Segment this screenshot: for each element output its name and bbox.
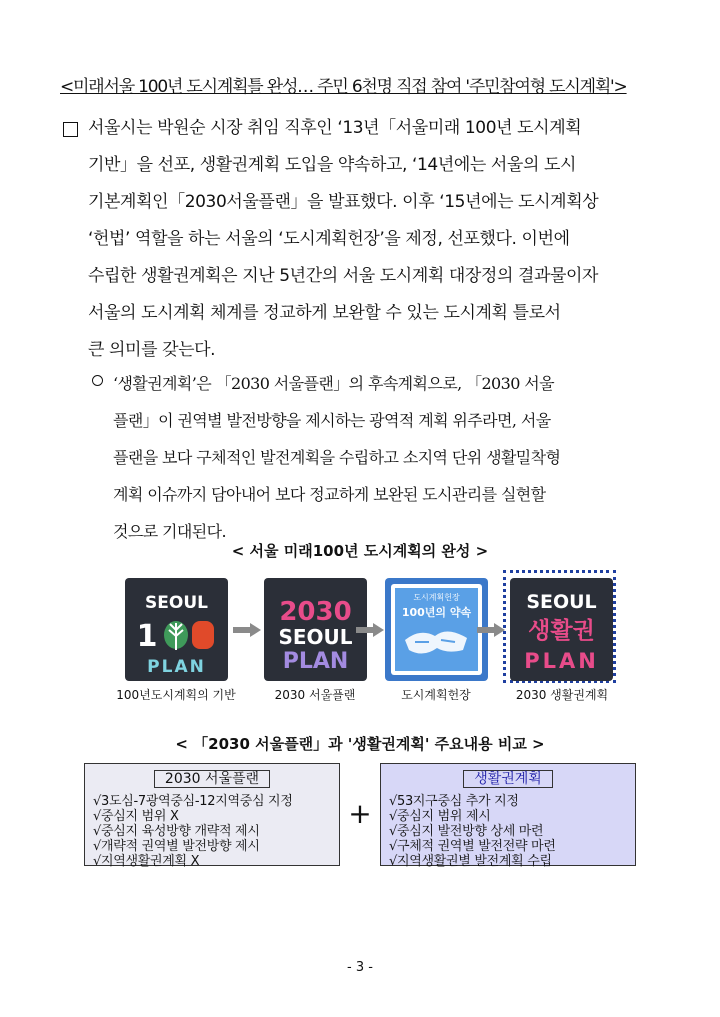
- seoul-plan-summary-box: [84, 763, 340, 869]
- paragraph-1: [88, 110, 668, 369]
- list-item: √지역생활권계획 X: [93, 854, 200, 869]
- paragraph-2-line: 것으로 기대된다.: [113, 522, 226, 541]
- paragraph-1-line: 수립한 생활권계획은 지난 5년간의 서울 도시계획 대장정의 결과물이자: [88, 266, 599, 286]
- list-item: √중심지 발전방향 상세 마련: [389, 824, 544, 839]
- seoul-plan-box-title: 2030 서울플랜: [154, 770, 270, 788]
- figure-2-caption: < 「2030 서울플랜」과 '생활권계획' 주요내용 비교 >: [175, 735, 545, 753]
- list-item: √중심지 범위 제시: [389, 809, 491, 824]
- paragraph-1-line: 서울시는 박원순 시장 취임 직후인 ‘13년「서울미래 100년 도시계획: [88, 118, 582, 138]
- seoul-living-zone-plan-logo: [510, 578, 613, 681]
- paragraph-2-line: ‘생활권계획’은 「2030 서울플랜」의 후속계획으로, 「2030 서울: [113, 374, 554, 393]
- logo-2-line1: 2030: [279, 597, 352, 627]
- logo-1-line1: SEOUL: [145, 593, 208, 613]
- logo-1-line3: PLAN: [147, 657, 206, 677]
- square-bullet-icon: [63, 122, 78, 137]
- urban-planning-charter-logo: [385, 578, 488, 681]
- logo-4-line1: SEOUL: [526, 591, 597, 613]
- list-item: √53지구중심 추가 지정: [389, 794, 519, 809]
- paragraph-1-line: 기본계획인「2030서울플랜」을 발표했다. 이후 ‘15년에는 도시계획상: [88, 192, 599, 212]
- figure-1-caption: < 서울 미래100년 도시계획의 완성 >: [231, 542, 489, 560]
- logo-2-line3: PLAN: [282, 649, 349, 674]
- seoul-plan-item-list: [85, 794, 339, 869]
- paragraph-1-line: ‘헌법’ 역할을 하는 서울의 ‘도시계획헌장’을 제정, 선포했다. 이번에: [88, 229, 570, 249]
- paragraph-1-line: 기반」을 선포, 생활권계획 도입을 약속하고, ‘14년에는 서울의 도시: [88, 155, 577, 175]
- section-title: <미래서울 100년 도시계획틀 완성… 주민 6천명 직접 참여 '주민참여형 도시계획'>: [60, 77, 627, 97]
- logo-4-line2: 생활권: [528, 618, 595, 644]
- list-item: √중심지 육성방향 개략적 제시: [93, 824, 260, 839]
- logo-1-label: 100년도시계획의 기반: [116, 688, 236, 702]
- paragraph-1-line: 큰 의미를 갖는다.: [88, 340, 216, 360]
- living-zone-plan-summary-box: [380, 763, 636, 869]
- paragraph-2-line: 플랜을 보다 구체적인 발전계획을 수립하고 소지역 단위 생활밀착형: [113, 448, 561, 467]
- paragraph-2-line: 계획 이슈까지 담아내어 보다 정교하게 보완된 도시관리를 실현할: [113, 485, 546, 504]
- svg-text:1: 1: [136, 619, 158, 654]
- list-item: √3도심-7광역중심-12지역중심 지정: [93, 794, 293, 809]
- paragraph-1-line: 서울의 도시계획 체계를 정교하게 보완할 수 있는 도시계획 틀로서: [88, 303, 561, 323]
- page-number: - 3 -: [347, 960, 373, 975]
- right-arrow-icon: [477, 623, 505, 637]
- logo-4-line3: PLAN: [524, 649, 599, 673]
- logo-4-label: 2030 생활권계획: [515, 688, 609, 702]
- logo-3-line1: 도시계획헌장: [413, 593, 460, 602]
- logo-2-line2: SEOUL: [278, 625, 353, 649]
- list-item: √구체적 권역별 발전전략 마련: [389, 839, 556, 854]
- right-arrow-icon: [356, 623, 384, 637]
- logo-3-line2: 100년의 약속: [401, 606, 472, 619]
- list-item: √중심지 범위 X: [93, 809, 179, 824]
- 2030-seoul-plan-logo: [264, 578, 367, 681]
- paragraph-2: [113, 365, 673, 550]
- living-zone-item-list: [381, 794, 635, 869]
- living-zone-box-title: 생활권계획: [463, 770, 553, 788]
- seoul-100-plan-logo: [125, 578, 228, 681]
- plus-sign: +: [348, 797, 372, 830]
- logo-3-label: 도시계획헌장: [401, 688, 471, 702]
- logo-2-label: 2030 서울플랜: [274, 688, 356, 702]
- list-item: √개략적 권역별 발전방향 제시: [93, 839, 260, 854]
- paragraph-2-line: 플랜」이 권역별 발전방향을 제시하는 광역적 계획 위주라면, 서울: [113, 411, 551, 430]
- circle-bullet-icon: [92, 375, 103, 386]
- list-item: √지역생활권별 발전계획 수립: [389, 854, 552, 869]
- right-arrow-icon: [233, 623, 261, 637]
